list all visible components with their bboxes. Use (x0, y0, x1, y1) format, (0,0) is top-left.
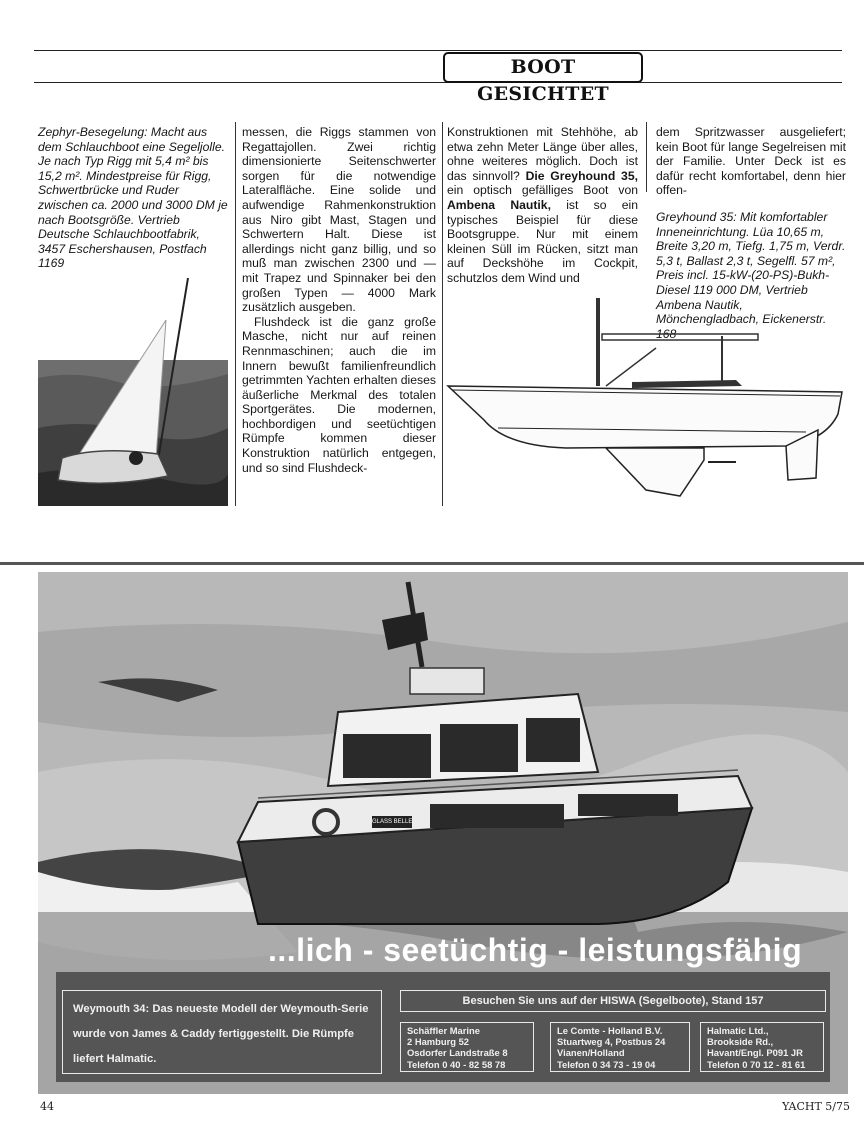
article-column-2 (242, 125, 436, 475)
dealer-phone: Telefon 0 40 - 82 58 78 (407, 1058, 506, 1070)
header-rule-bottom (34, 82, 842, 83)
zephyr-sailing-photo (38, 278, 228, 506)
article-paragraph: messen, die Riggs stammen von Regattajollen. Zwei richtig dimensionierte Seitenschwerter sorgen für die notwendige Lateralfläche. Eine solide und aufwendige Rahmenkonstruktion aus Niro gibt Mast, Stagen und Schwertern Halt. Diese ist allerdings nicht ganz billig, und so muß man zwischen 2300 und — mit Trapez und Spinnaker bei den großen Typen — 4000 Mark zusätzlich ausgeben. (242, 125, 436, 315)
dealer-box-halmatic (700, 1022, 824, 1072)
dealer-phone: Telefon 0 34 73 - 19 04 (557, 1058, 656, 1070)
article-text: Konstruktionen mit Stehhöhe, ab etwa zehn Meter Länge über alles, ohne weiteres möglich. Doch ist das sinnvoll? (447, 125, 638, 183)
dealer-address: 2 Hamburg 52 (407, 1036, 469, 1048)
page-number: 44 (40, 1100, 54, 1113)
ad-description-box (62, 990, 382, 1074)
article-column-3 (447, 125, 638, 286)
column-divider-1 (235, 122, 236, 506)
dealer-name: Schäffler Marine (407, 1025, 480, 1036)
ad-slogan: ...lich - seetüchtig - leistungsfähig (268, 932, 803, 968)
dealer-address: Osdorfer Landstraße 8 (407, 1047, 508, 1059)
article-text: ein optisch gefälliges Boot von (447, 183, 638, 198)
page-separator (0, 562, 864, 565)
ad-description: Weymouth 34: Das neueste Modell der Weymouth-Serie wurde von James & Caddy fertiggestellt. Die Rümpfe liefert Halmatic. (73, 1003, 369, 1065)
greyhound-caption: Greyhound 35: Mit komfortabler Inneneinrichtung. Lüa 10,65 m, Breite 3,20 m, Tiefg. 1,75 m, Verdr. 5,3 t, Ballast 2,3 t, Segelfl. 57 m², Preis incl. 15-kW-(20-PS)-Bukh-Diesel 119 000 DM, Vertrieb Ambena Nautik, Mönchengladbach, Eickenerstr. 168 (656, 209, 846, 341)
dealer-name: Le Comte - Holland B.V. (557, 1025, 663, 1036)
dealer-address: Vianen/Holland (557, 1047, 625, 1059)
article-paragraph: dem Spritzwasser ausgeliefert; kein Boot für lange Segelreisen mit der Familie. Unter Deck ist es dafür recht komfortabel, denn hier offen- (656, 125, 846, 198)
boat-name-greyhound: Die Greyhound 35, (525, 168, 638, 183)
ad-hiswa-box (400, 990, 826, 1012)
weymouth-advertisement (38, 572, 848, 1094)
dealer-address: Havant/Engl. P091 JR (707, 1047, 803, 1059)
dealer-address: Brookside Rd., (707, 1036, 774, 1048)
dealer-address: Stuartweg 4, Postbus 24 (557, 1036, 666, 1048)
header-rule-top (34, 50, 842, 51)
ad-boat-name-plate: GLASS BELLE (372, 819, 412, 825)
greyhound-drawing (446, 290, 846, 502)
column-divider-3 (646, 122, 647, 192)
article-paragraph: Flushdeck ist die ganz große Masche, nicht nur auf reinen Rennmaschinen; auch die im Innern bewußt familienfreundlich getrimmten Yachten erhalten dieses äußerliche Merkmal des totalen Sportgerätes. Die modernen, hochbordigen und seetüchtigen Rümpfe kommen dieser Konstruktion natürlich entgegen, und so sind Flushdeck- (242, 314, 436, 475)
zephyr-caption: Zephyr-Besegelung: Macht aus dem Schlauchboot eine Segeljolle. Je nach Typ Rigg mit 5,4 m² bis 15,2 m². Mindestpreise für Rigg, Schwertbrücke und Ruder zwischen ca. 2000 und 3000 DM je nach Bootsgröße. Vertrieb Deutsche Schlauchbootfabrik, 3457 Eschershausen, Postfach 1169 (38, 125, 228, 271)
magazine-issue: YACHT 5/75 (782, 1100, 850, 1113)
article-text: ist so ein typisches Beispiel für diese Bootsgruppe. Nur mit einem kleinen Süll im Rücken, sitzt man auf Deckshöhe im Cockpit, schutzlos dem Wind und (447, 197, 639, 285)
dealer-box-lecomte (550, 1022, 690, 1072)
column-divider-2 (442, 122, 443, 506)
section-tag: BOOT GESICHTET (443, 52, 643, 83)
dealer-box-schaeffler (400, 1022, 534, 1072)
dealer-name-ambena: Ambena Nautik, (447, 197, 551, 212)
dealer-phone: Telefon 0 70 12 - 81 61 (707, 1058, 806, 1070)
ad-hiswa-text: Besuchen Sie uns auf der HISWA (Segelboote), Stand 157 (462, 995, 764, 1007)
dealer-name: Halmatic Ltd., (707, 1025, 769, 1036)
